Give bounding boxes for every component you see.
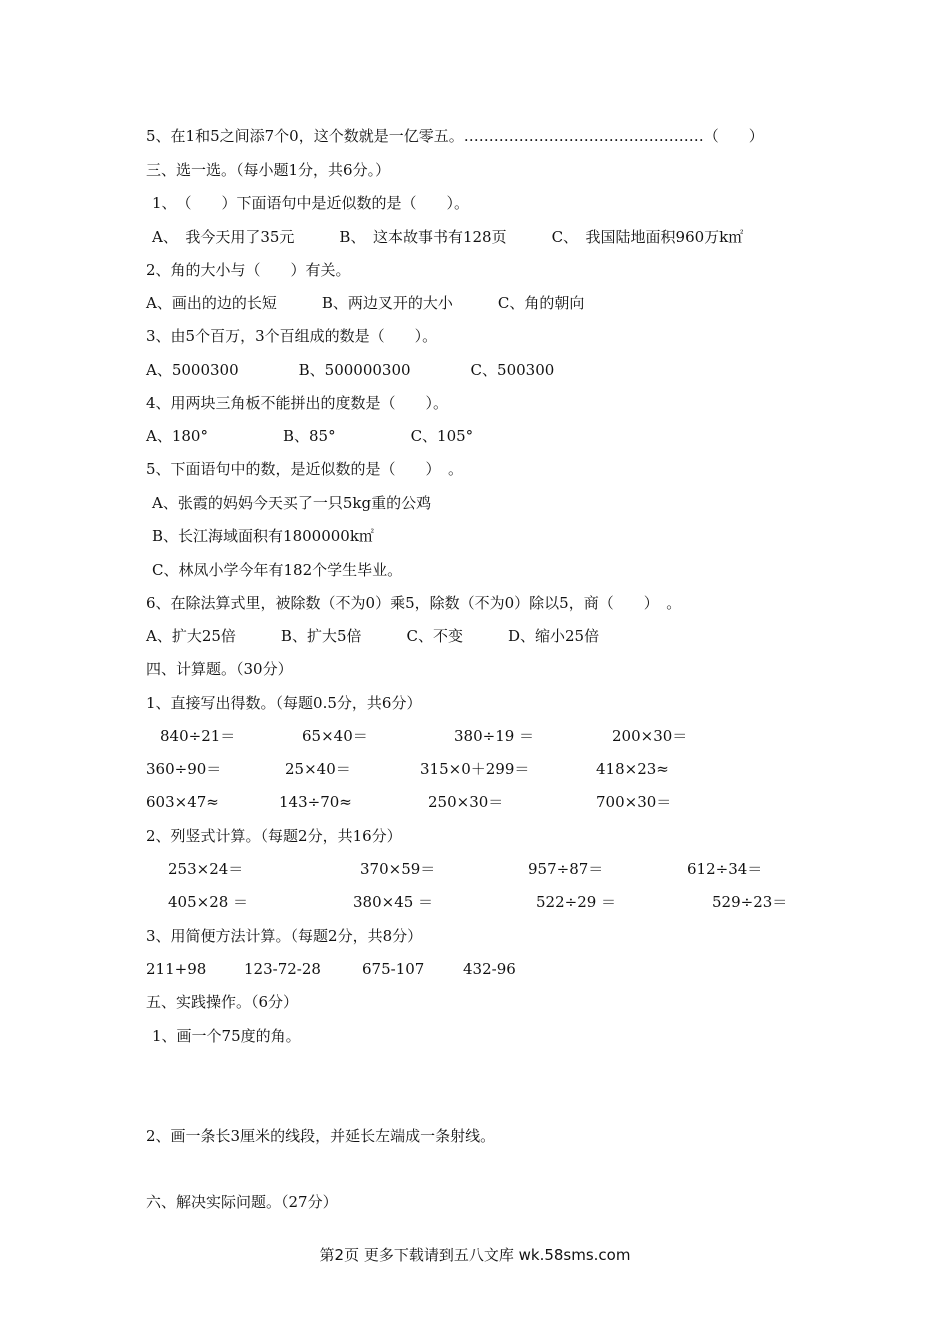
- calc-q1-title: 1、直接写出得数。（每题0.5分，共6分）: [146, 694, 422, 712]
- vertical-item: 405×28 ＝: [168, 893, 249, 911]
- oral-item: 65×40＝: [302, 727, 368, 745]
- section-6-title: 六、解决实际问题。（27分）: [146, 1193, 338, 1211]
- choice-q2-options: A、画出的边的长短 B、两边叉开的大小 C、角的朝向: [146, 294, 585, 312]
- choice-q5-option-b: B、长江海域面积有1800000k㎡: [152, 527, 374, 545]
- section-3-title: 三、选一选。（每小题1分，共6分。）: [146, 161, 391, 179]
- choice-q5-option-a: A、张霞的妈妈今天买了一只5kg重的公鸡: [152, 494, 432, 512]
- calc-q3-title: 3、用简便方法计算。（每题2分，共8分）: [146, 927, 423, 945]
- oral-item: 25×40＝: [285, 760, 351, 778]
- vertical-item: 522÷29 ＝: [536, 893, 617, 911]
- section-4-title: 四、计算题。（30分）: [146, 660, 293, 678]
- oral-item: 603×47≈: [146, 793, 219, 811]
- practice-q1: 1、画一个75度的角。: [152, 1027, 301, 1045]
- choice-q1: 1、 （ ）下面语句中是近似数的是（ ）。: [152, 194, 470, 212]
- section-5-title: 五、实践操作。（6分）: [146, 993, 299, 1011]
- choice-q6-options: A、扩大25倍 B、扩大5倍 C、不变 D、缩小25倍: [146, 627, 600, 645]
- oral-item: 360÷90＝: [146, 760, 222, 778]
- vertical-item: 370×59＝: [360, 860, 436, 878]
- oral-item: 700×30＝: [596, 793, 672, 811]
- oral-item: 143÷70≈: [279, 793, 352, 811]
- oral-item: 840÷21＝: [160, 727, 236, 745]
- simple-item: 123-72-28: [244, 960, 321, 978]
- page-footer: 第2页 更多下载请到五八文库 wk.58sms.com: [319, 1246, 631, 1264]
- choice-q1-options: A、 我今天用了35元 B、 这本故事书有128页 C、 我国陆地面积960万k㎡: [152, 228, 744, 246]
- simple-item: 432-96: [463, 960, 516, 978]
- vertical-item: 529÷23＝: [712, 893, 788, 911]
- vertical-item: 253×24＝: [168, 860, 244, 878]
- simple-item: 675-107: [362, 960, 425, 978]
- choice-q4: 4、用两块三角板不能拼出的度数是（ ）。: [146, 394, 449, 412]
- oral-item: 418×23≈: [596, 760, 669, 778]
- oral-item: 380÷19 ＝: [454, 727, 535, 745]
- vertical-item: 380×45 ＝: [353, 893, 434, 911]
- oral-item: 315×0＋299＝: [420, 760, 530, 778]
- simple-item: 211+98: [146, 960, 207, 978]
- choice-q5: 5、下面语句中的数，是近似数的是（ ） 。: [146, 460, 464, 478]
- judge-item-5: 5、在1和5之间添7个0，这个数就是一亿零五。…………………………………………（ ）: [146, 127, 764, 145]
- choice-q6: 6、在除法算式里，被除数（不为0）乘5，除数（不为0）除以5，商（ ） 。: [146, 594, 682, 612]
- choice-q3-options: A、5000300 B、500000300 C、500300: [146, 361, 555, 379]
- choice-q3: 3、由5个百万，3个百组成的数是（ ）。: [146, 327, 438, 345]
- oral-item: 250×30＝: [428, 793, 504, 811]
- choice-q4-options: A、180° B、85° C、105°: [146, 427, 474, 445]
- vertical-item: 612÷34＝: [687, 860, 763, 878]
- oral-item: 200×30＝: [612, 727, 688, 745]
- vertical-item: 957÷87＝: [528, 860, 604, 878]
- practice-q2: 2、画一条长3厘米的线段，并延长左端成一条射线。: [146, 1127, 496, 1145]
- choice-q5-option-c: C、林凤小学今年有182个学生毕业。: [152, 561, 403, 579]
- calc-q2-title: 2、列竖式计算。（每题2分，共16分）: [146, 827, 402, 845]
- choice-q2: 2、角的大小与（ ）有关。: [146, 261, 351, 279]
